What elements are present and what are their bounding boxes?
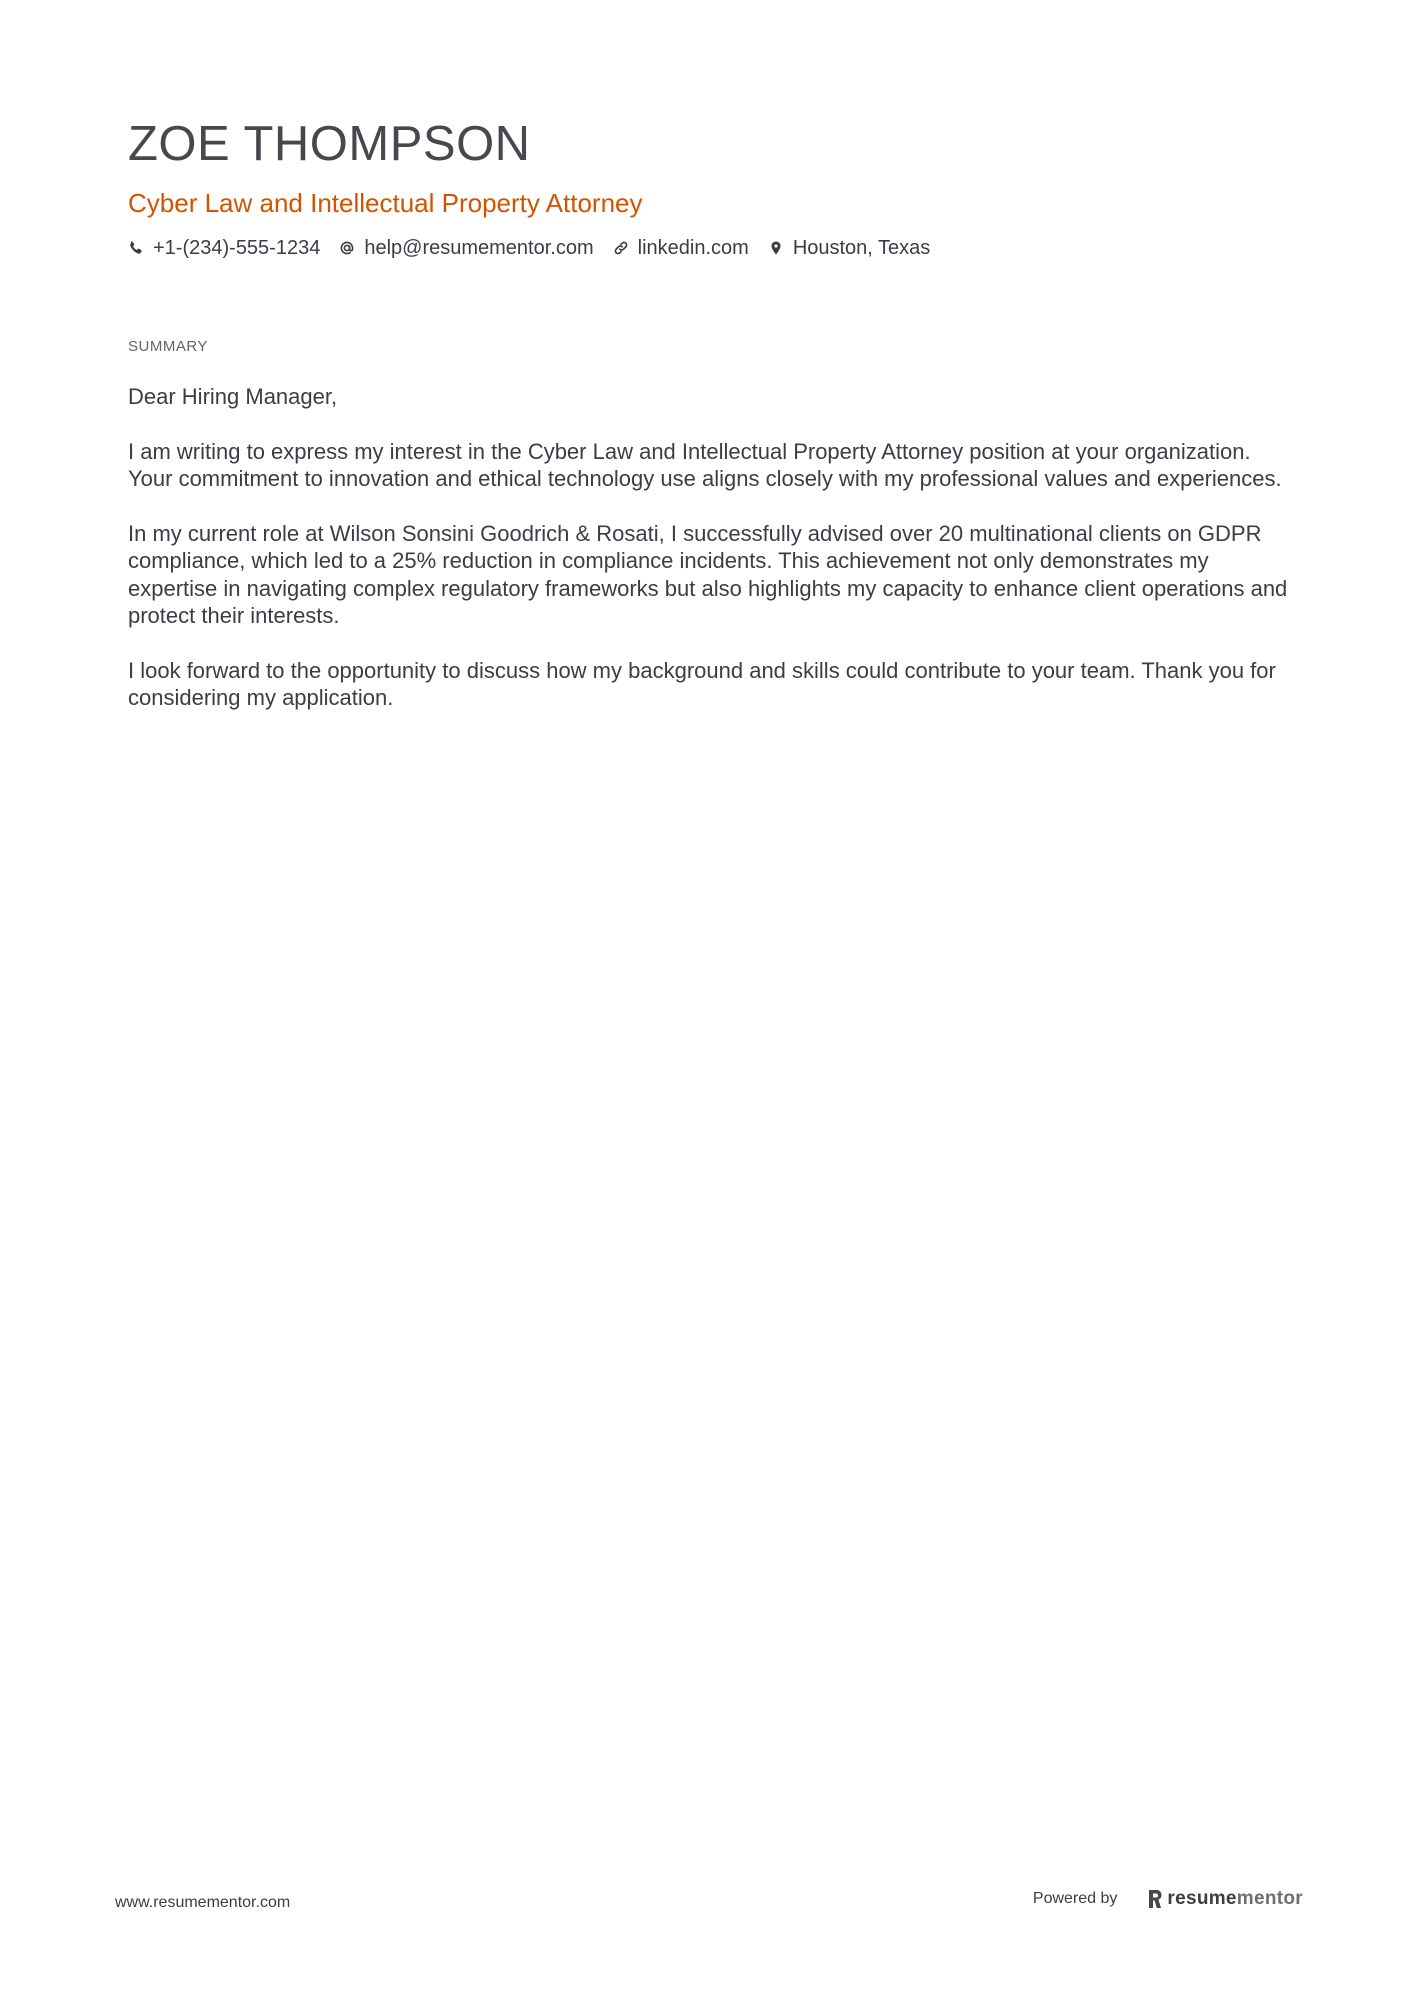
- paragraph-closing: I look forward to the opportunity to discuss how my background and skills could contribute to your team. Thank you for considering my application.: [128, 657, 1276, 710]
- paragraph-intro: I am writing to express my interest in the Cyber Law and Intellectual Property Attorney position at your organization. Your commitment to innovation and ethical technology use aligns closely with my professional values and experiences.: [128, 438, 1282, 491]
- contact-location: [768, 234, 931, 262]
- resumementor-logo-icon: [1147, 1889, 1163, 1909]
- contact-bar: [128, 234, 1288, 262]
- contact-email: [339, 234, 593, 262]
- brand-word-resume: resume: [1167, 1888, 1237, 1909]
- phone-icon: [128, 240, 144, 256]
- brand-word-mentor: mentor: [1236, 1888, 1303, 1909]
- at-icon: [339, 240, 355, 256]
- job-title: Cyber Law and Intellectual Property Attorney: [128, 188, 643, 218]
- header: [128, 112, 1288, 262]
- contact-phone: [128, 234, 320, 262]
- contact-linkedin: [613, 234, 749, 262]
- email-text: help@resumementor.com: [364, 237, 594, 259]
- brand-logo[interactable]: [1147, 1888, 1303, 1910]
- location-text: Houston, Texas: [792, 237, 931, 259]
- section-heading-summary: SUMMARY: [128, 338, 208, 355]
- letter-body: [128, 383, 1298, 739]
- footer-website[interactable]: www.resumementor.com: [115, 1894, 291, 1911]
- paragraph-achievement: In my current role at Wilson Sonsini Goodrich & Rosati, I successfully advised over 20 multinational clients on GDPR compliance, which led to a 25% reduction in compliance incidents. This achievement not only demonstrates my expertise in navigating complex regulatory frameworks but also highlights my capacity to enhance client operations and protect their interests.: [128, 520, 1288, 628]
- linkedin-text: linkedin.com: [637, 237, 749, 259]
- candidate-name: ZOE THOMPSON: [128, 117, 531, 171]
- link-icon: [613, 240, 629, 256]
- footer-branding: [1033, 1888, 1303, 1910]
- powered-by-label: Powered by: [1032, 1890, 1118, 1907]
- phone-text: +1-(234)-555-1234: [153, 237, 321, 259]
- location-pin-icon: [768, 240, 784, 256]
- salutation: Dear Hiring Manager,: [128, 384, 338, 409]
